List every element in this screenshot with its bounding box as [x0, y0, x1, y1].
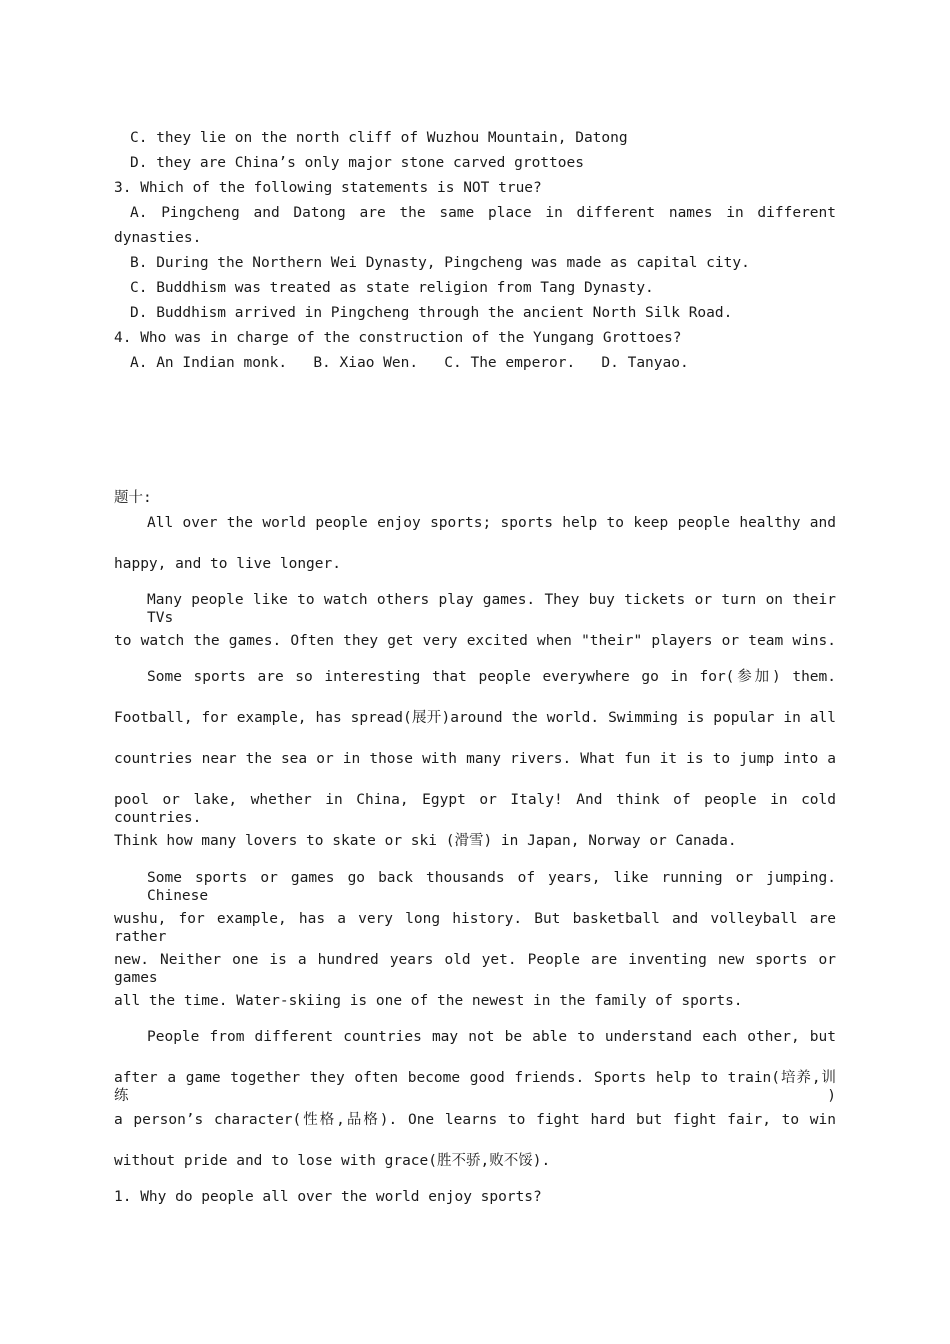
- passage-line: after a game together they often become good friends. Sports help to train(培养,训练): [114, 1070, 836, 1104]
- passage-line: a person’s character(性格,品格). One learns to fight hard but fight fair, to win: [114, 1112, 836, 1128]
- passage-line: Some sports or games go back thousands of years, like running or jumping. Chinese: [147, 870, 836, 904]
- section-heading: 题十:: [114, 490, 152, 506]
- passage-line: countries near the sea or in those with many rivers. What fun it is to jump into a: [114, 751, 836, 767]
- question-3: 3. Which of the following statements is NOT true?: [114, 180, 542, 196]
- passage-line: pool or lake, whether in China, Egypt or Italy! And think of people in cold countries.: [114, 792, 836, 826]
- passage-line: People from different countries may not be able to understand each other, but: [147, 1029, 836, 1045]
- question-4: 4. Who was in charge of the construction of the Yungang Grottoes?: [114, 330, 682, 346]
- option-d-q2: D. they are China’s only major stone carved grottoes: [130, 155, 584, 171]
- option-d-q3: D. Buddhism arrived in Pingcheng through the ancient North Silk Road.: [130, 305, 733, 321]
- passage-line: Some sports are so interesting that people everywhere go in for(参加) them.: [147, 669, 836, 685]
- passage-line: Many people like to watch others play games. They buy tickets or turn on their TVs: [147, 592, 836, 626]
- passage-line: without pride and to lose with grace(胜不骄,败不馁).: [114, 1153, 551, 1169]
- passage-line: Football, for example, has spread(展开)around the world. Swimming is popular in all: [114, 710, 836, 726]
- passage-line: happy, and to live longer.: [114, 556, 341, 572]
- passage-line: wushu, for example, has a very long history. But basketball and volleyball are rather: [114, 911, 836, 945]
- passage-line: all the time. Water-skiing is one of the newest in the family of sports.: [114, 993, 743, 1009]
- option-a-q3-cont: dynasties.: [114, 230, 202, 246]
- option-a-q3: A. Pingcheng and Datong are the same place in different names in different: [130, 205, 836, 221]
- passage-line: new. Neither one is a hundred years old yet. People are inventing new sports or games: [114, 952, 836, 986]
- option-b-q3: B. During the Northern Wei Dynasty, Pingcheng was made as capital city.: [130, 255, 750, 271]
- passage-line: to watch the games. Often they get very excited when "their" players or team wins.: [114, 633, 836, 649]
- passage-line: All over the world people enjoy sports; sports help to keep people healthy and: [147, 515, 836, 531]
- option-c-q3: C. Buddhism was treated as state religion from Tang Dynasty.: [130, 280, 654, 296]
- question-1: 1. Why do people all over the world enjoy sports?: [114, 1189, 542, 1205]
- passage-line: Think how many lovers to skate or ski (滑雪) in Japan, Norway or Canada.: [114, 833, 737, 849]
- option-c-q2: C. they lie on the north cliff of Wuzhou Mountain, Datong: [130, 130, 628, 146]
- options-q4: A. An Indian monk. B. Xiao Wen. C. The emperor. D. Tanyao.: [130, 355, 689, 371]
